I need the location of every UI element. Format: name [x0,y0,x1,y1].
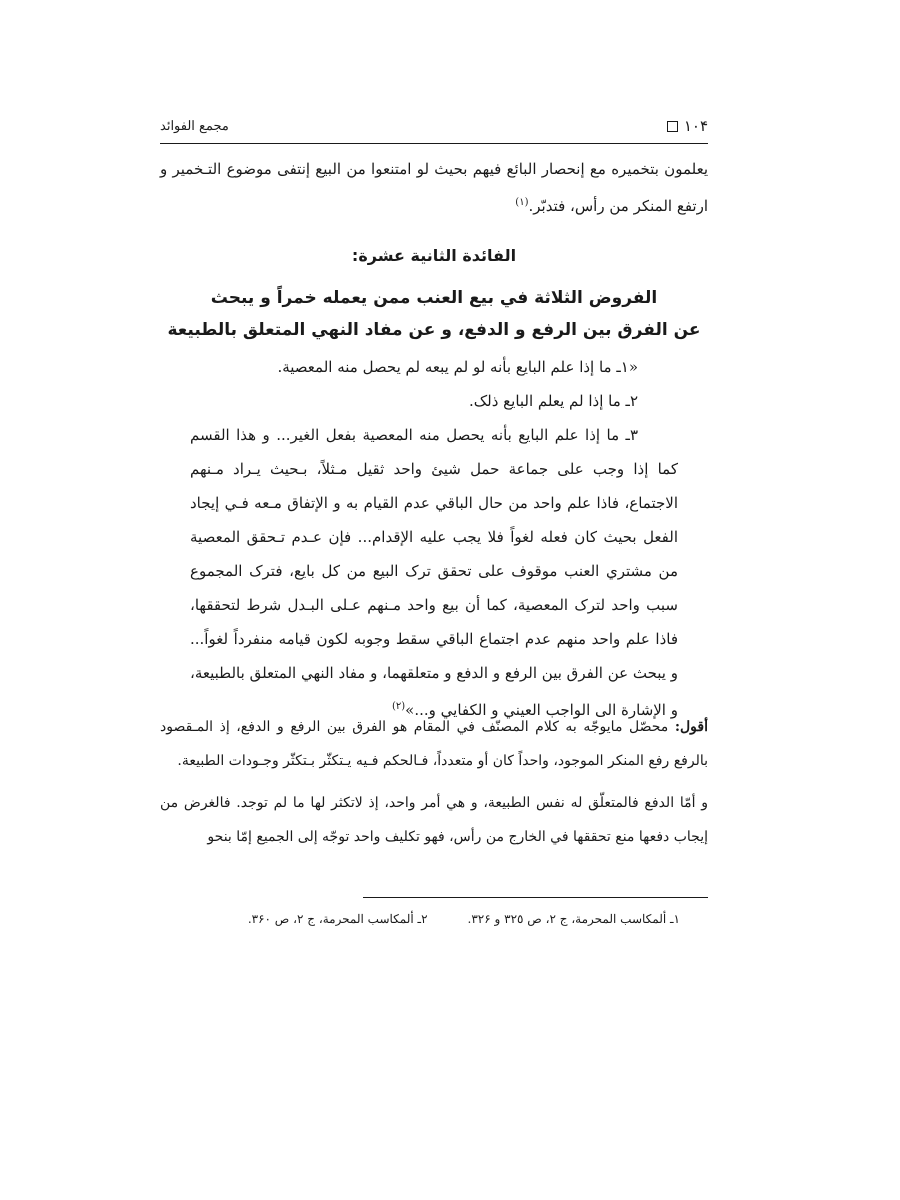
book-title: مجمع الفوائد [160,118,229,134]
intro-text: يعلمون بتخميره مع إنحصار البائع فيهم بحيث لو امتنعوا من البيع إنتفى موضوع التـخمير و ارتفع المنكر من رأس، فتدبّر. [160,160,708,215]
section-title: الفائدة الثانية عشرة: [351,246,517,265]
header-rule [160,143,708,144]
footnote-ref-1: (١) [515,197,529,208]
footnotes [160,907,708,931]
commentary [160,710,708,862]
heading-line-1: الفروض الثلاثة في بيع العنب ممن يعمله خمراً و يبحث [210,288,658,308]
heading-line-2: عن الفرق بين الرفع و الدفع، و عن مفاد النهي المتعلق بالطبيعة [167,320,701,340]
footnote-2: ٢ـ ألمكاسب المحرمة، ج ٢، ص ٣۶٠. [247,912,428,926]
running-header [160,113,708,139]
quote-item-3 [190,418,678,727]
footnote-rule [363,897,708,898]
footnote-1: ١ـ ألمكاسب المحرمة، ج ٢، ص ٣٢٥ و ٣٢۶. [467,912,680,926]
commentary-paragraph-1 [160,710,708,778]
page-number-group [667,117,708,135]
quote-item-1: «١ـ ما إذا علم البايع بأنه لو لم يبعه لم يحصل منه المعصية. [277,358,638,376]
quoted-passage [190,350,678,727]
section-heading [160,282,708,346]
quote-item-2: ٢ـ ما إذا لم يعلم البايع ذلک. [468,392,638,410]
intro-paragraph [160,152,708,223]
square-icon [667,121,678,132]
commentary-label: أقول: [674,719,708,735]
quote-item-3-text: ٣ـ ما إذا علم البايع بأنه يحصل منه المعصية بفعل الغير... و هذا القسم كما إذا وجب على جماعة حمل شيئ واحد ثقيل مـثلاً، بـحيث يـراد مـنهم الاجتماع، فاذا علم واحد من حال الباقي عدم القيام به و الإتفاق مـعه فـي إيجاد الفعل بحيث كان فعله لغواً فلا يجب عليه الإقدام... فإن عـدم تـحقق المعصية من مشتري العنب موقوف على تحقق ترک البيع من كل بايع، فترک المجموع سبب واحد لترک المعصية، كما أن بيع واحد مـنهم عـلى البـدل شرط لتحققها، فاذا علم واحد منهم عدم اجتماع الباقي سقط وجوبه لكون قيامه منفرداً لغواً... و يبحث عن الفرق بين الرفع و الدفع و متعلقهما، و مفاد النهي المتعلق بالطبيعة، و الإشارة الى الواجب العيني و الكفايي و...» [190,426,678,719]
commentary-paragraph-2: و أمّا الدفع فالمتعلّق له نفس الطبيعة، و هي أمر واحد، إذ لاتكثر لها ما لم توجد. فالغرض من إيجاب دفعها منع تحققها في الخارج من رأس، فهو تكليف واحد توجّه إلى الجميع إمّا بنحو [160,795,708,845]
page-number: ١٠۴ [683,117,708,135]
footnote-ref-2: (٢) [391,701,406,712]
commentary-text-1: محصّل مايوجّه به كلام المصنّف في المقام هو الفرق بين الرفع و الدفع، إذ المـقصود بالرفع رفع المنكر الموجود، واحداً كان أو متعدداً، فـالحكم فـيه يـتكثّر بـتكثّر وجـودات الطبيعة. [160,719,708,769]
